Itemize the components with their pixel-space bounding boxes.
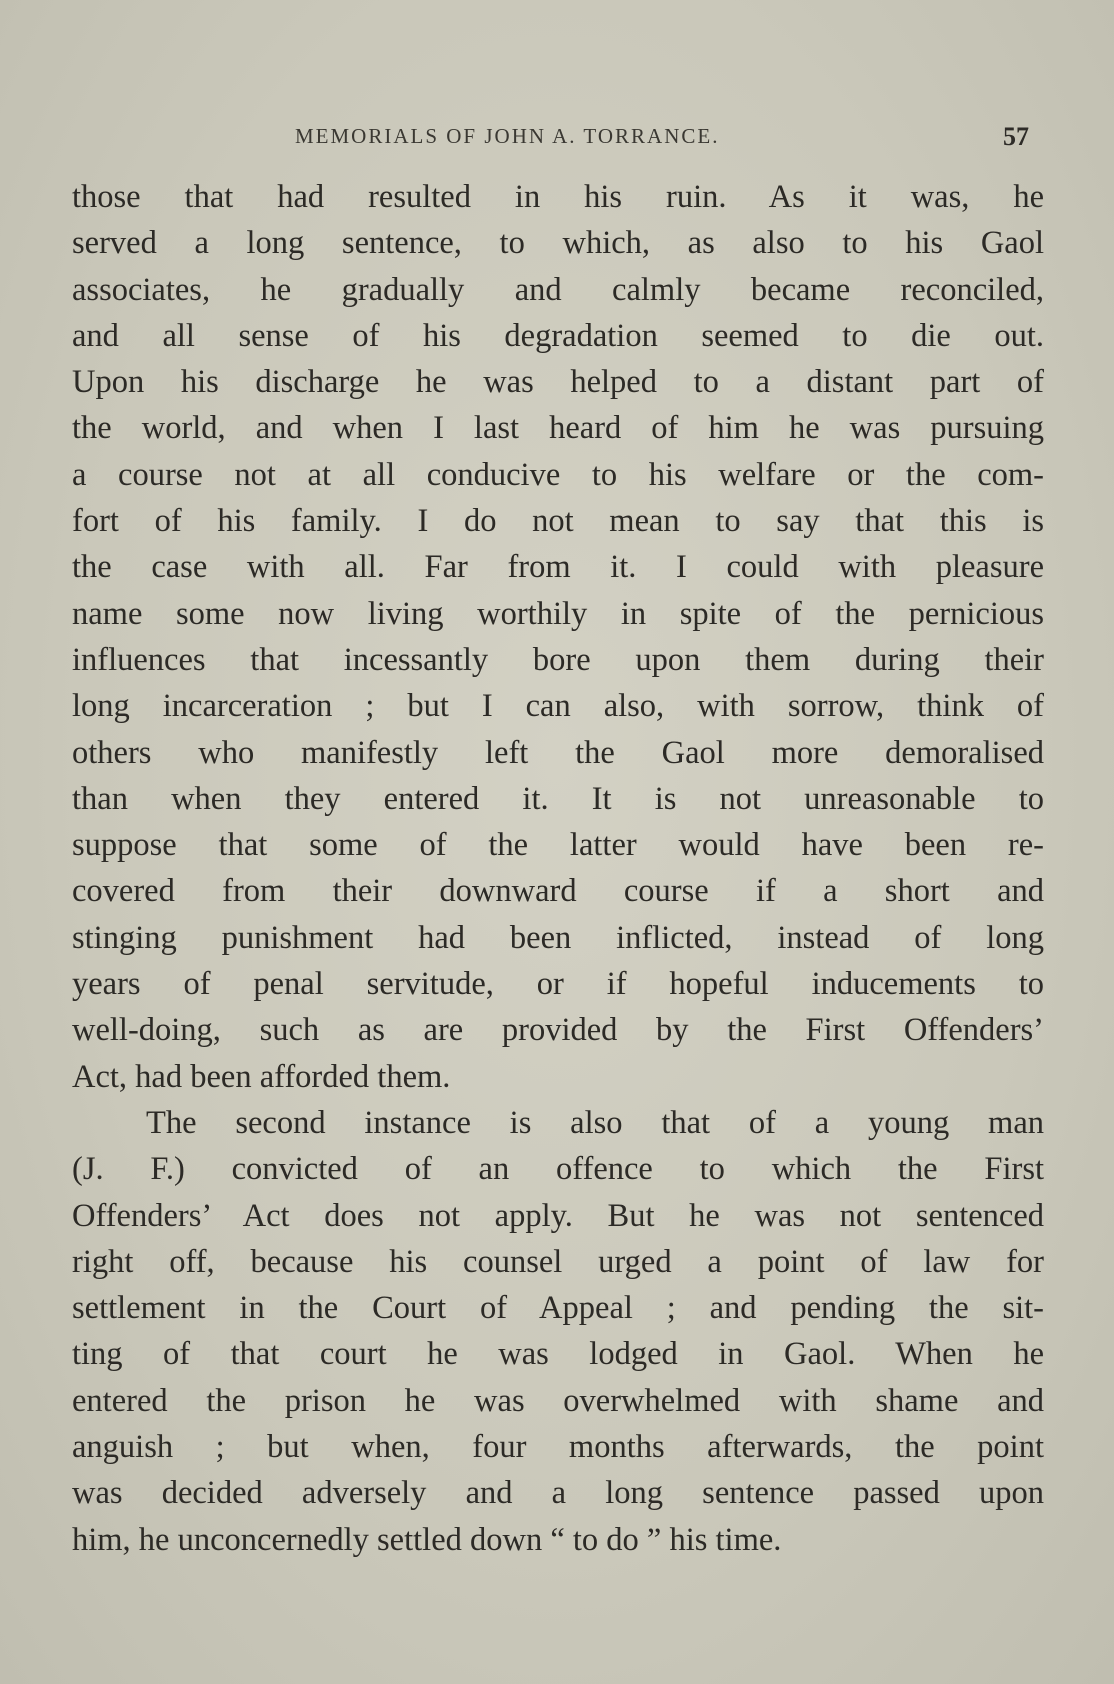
text-line: fort of his family. I do not mean to say that this is <box>72 503 1044 540</box>
text-line: entered the prison he was overwhelmed with shame and <box>72 1382 1044 1419</box>
page-number: 57 <box>1003 122 1029 151</box>
text-line: anguish ; but when, four months afterwards, the point <box>72 1429 1044 1466</box>
text-line: Upon his discharge he was helped to a distant part of <box>72 364 1044 401</box>
running-title: MEMORIALS OF JOHN A. TORRANCE. <box>295 124 720 148</box>
text-line: settlement in the Court of Appeal ; and pending the sit- <box>72 1290 1044 1327</box>
text-line: covered from their downward course if a short and <box>72 873 1044 910</box>
text-line: the world, and when I last heard of him he was pursuing <box>72 410 1044 447</box>
text-line: the case with all. Far from it. I could with pleasure <box>72 549 1044 586</box>
text-line: (J. F.) convicted of an offence to which the First <box>72 1151 1044 1188</box>
text-line: The second instance is also that of a young man <box>146 1104 1044 1141</box>
text-line: stinging punishment had been inflicted, instead of long <box>72 919 1044 956</box>
text-line: and all sense of his degradation seemed to die out. <box>72 317 1044 354</box>
text-line: him, he unconcernedly settled down “ to do ” his time. <box>72 1521 782 1558</box>
text-line: than when they entered it. It is not unreasonable to <box>72 780 1044 817</box>
text-line: associates, he gradually and calmly became reconciled, <box>72 271 1044 308</box>
text-line: suppose that some of the latter would have been re- <box>72 827 1044 864</box>
paragraph-2 <box>72 1100 1044 1563</box>
text-line: name some now living worthily in spite of the pernicious <box>72 595 1044 632</box>
paragraph-1 <box>72 174 1044 1100</box>
text-line: long incarceration ; but I can also, with sorrow, think of <box>72 688 1044 725</box>
text-line: those that had resulted in his ruin. As it was, he <box>72 179 1044 215</box>
text-line: others who manifestly left the Gaol more demoralised <box>72 734 1044 771</box>
text-line: influences that incessantly bore upon them during their <box>72 641 1044 678</box>
text-line: served a long sentence, to which, as also to his Gaol <box>72 225 1044 262</box>
running-head <box>0 124 1114 156</box>
body-text <box>72 174 1044 1563</box>
text-line: right off, because his counsel urged a point of law for <box>72 1243 1044 1280</box>
text-line: Act, had been afforded them. <box>72 1058 451 1095</box>
text-line: years of penal servitude, or if hopeful inducements to <box>72 966 1044 1003</box>
text-line: a course not at all conducive to his welfare or the com- <box>72 456 1044 493</box>
text-line: Offenders’ Act does not apply. But he was not sentenced <box>72 1197 1044 1234</box>
text-line: was decided adversely and a long sentence passed upon <box>72 1475 1044 1512</box>
text-line: ting of that court he was lodged in Gaol. When he <box>72 1336 1044 1373</box>
text-line: well-doing, such as are provided by the First Offenders’ <box>72 1012 1044 1049</box>
